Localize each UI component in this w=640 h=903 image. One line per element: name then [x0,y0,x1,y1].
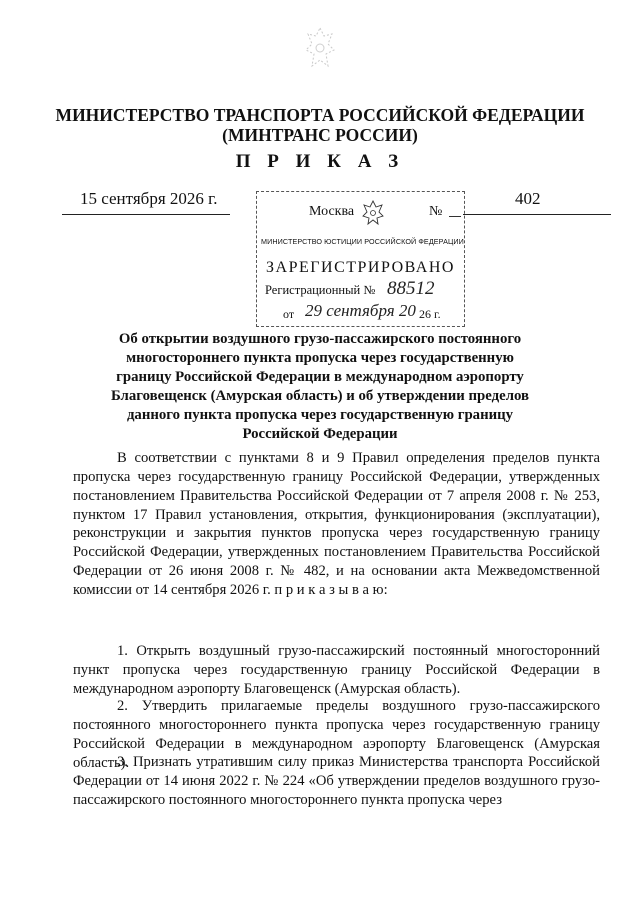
stamp-from-year: 26 г. [419,307,441,321]
item-3-paragraph: 3. Признать утратившим силу приказ Министерства транспорта Российской Федерации от 14 июня 2022 г. № 224 «Об утверждении пределов воздушного грузо-пассажирского постоянного многостороннего пункта пропуска через [73,754,600,808]
stamp-reg-label: Регистрационный № [265,283,376,297]
stamp-registered: ЗАРЕГИСТРИРОВАНО [266,259,455,276]
ministry-name: МИНИСТЕРСТВО ТРАНСПОРТА РОССИЙСКОЙ ФЕДЕРАЦИИ [55,105,585,125]
emblem-icon [300,20,340,80]
document-type: П Р И К А З [235,151,405,172]
stamp-reg-number: 88512 [387,278,435,299]
eagle-icon [360,198,386,226]
order-date: 15 сентября 2026 г. [80,189,218,208]
order-title: Об открытии воздушного грузо-пассажирского постоянного многостороннего пункта пропуска через государственную границу Российской Федерации в международном аэропорту Благовещенск (Амурская область) и об утверждении пределов данного пункта пропуска через государственную границу Российской Федерации [110,331,530,442]
stamp-number-sign: № [429,204,443,219]
order-number: 402 [515,189,541,208]
date-underline [62,214,230,215]
item-2-paragraph: 2. Утвердить прилагаемые пределы воздушного грузо-пассажирского постоянного многостороннего пункта пропуска через государственную границу Российской Федерации в международном аэропорту Благовещенск (Амурская область). [73,698,600,771]
stamp-city: Москва [309,204,355,219]
stamp-number-line [449,216,461,217]
preamble-paragraph: В соответствии с пунктами 8 и 9 Правил определения пределов пункта пропуска через государственную границу Российской Федерации, утвержденных постановлением Правительства Российской Федерации от 7 апреля 2008 г. № 253, пунктом 17 Правил установления, открытия, функционирования (эксплуатации), реконструкции и закрытия пунктов пропуска через государственную границу Российской Федерации, утвержденных постановлением Правительства Российской Федерации от 26 июня 2008 г. № 482, и на основании акта Межведомственной комиссии от 14 сентября 2026 г. п р и к а з ы в а ю: [73,450,600,598]
item-1-paragraph: 1. Открыть воздушный грузо-пассажирский постоянный многосторонний пункт пропуска через государственную границу Российской Федерации в международном аэропорту Благовещенск (Амурская область). [73,643,600,697]
stamp-ministry-justice: МИНИСТЕРСТВО ЮСТИЦИИ РОССИЙСКОЙ ФЕДЕРАЦИИ [261,237,464,246]
stamp-from-date: 29 сентября 20 [305,301,416,320]
stamp-from-label: от [283,307,295,321]
number-underline [463,214,611,215]
ministry-short-name: (МИНТРАНС РОССИИ) [222,125,418,145]
registration-stamp [256,191,465,327]
